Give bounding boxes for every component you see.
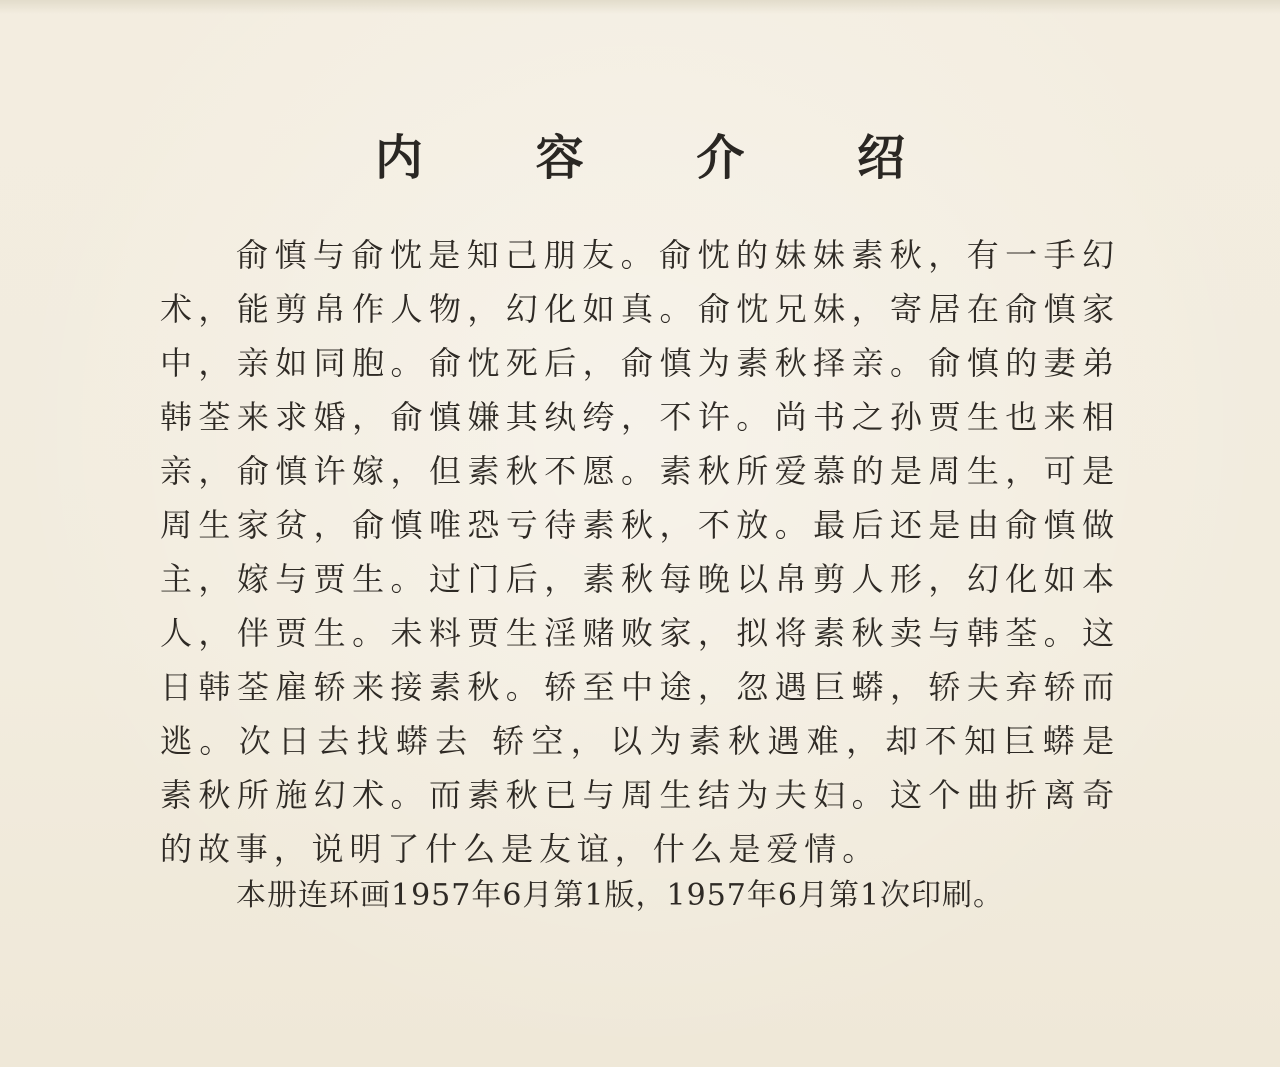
page-title: 内 容 介 绍 — [374, 130, 954, 186]
publication-imprint: 本册连环画1957年6月第1版，1957年6月第1次印刷。 — [236, 878, 1005, 913]
page-top-edge — [0, 0, 1280, 14]
content-summary-paragraph: 俞慎与俞忱是知己朋友。俞忱的妹妹素秋，有一手幻术，能剪帛作人物，幻化如真。俞忱兄妹，寄居在俞慎家中，亲如同胞。俞忱死后，俞慎为素秋择亲。俞慎的妻弟韩荃来求婚，俞慎嫌其纨绔，不许。尚书之孙贾生也来相亲，俞慎许嫁，但素秋不愿。素秋所爱慕的是周生，可是周生家贫，俞慎唯恐亏待素秋，不放。最后还是由俞慎做主，嫁与贾生。过门后，素秋每晚以帛剪人形，幻化如本人，伴贾生。未料贾生淫赌败家，拟将素秋卖与韩荃。这日韩荃雇轿来接素秋。轿至中途，忽遇巨蟒，轿夫弃轿而逃。次日去找蟒去 轿空，以为素秋遇难，却不知巨蟒是素秋所施幻术。而素秋已与周生结为夫妇。这个曲折离奇的故事，说明了什么是友谊，什么是爱情。 — [160, 236, 1120, 868]
